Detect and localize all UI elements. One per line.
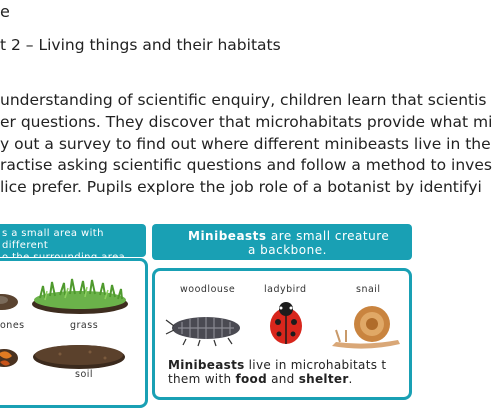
grass-patch-icon <box>32 279 128 314</box>
summary-text: and <box>266 372 299 386</box>
woodlouse-label: woodlouse <box>180 284 236 295</box>
summary-text: them with <box>168 372 236 386</box>
intro-line: y out a survey to find out where different minibeasts live in the <box>0 134 491 153</box>
minibeasts-definition-banner <box>152 224 412 260</box>
minibeasts-summary <box>168 358 386 386</box>
shelter-term: shelter <box>298 372 349 386</box>
woodlouse-icon <box>166 317 240 346</box>
banner-line: a backbone. <box>248 243 327 257</box>
intro-line: understanding of scientific enquiry, children learn that scientis <box>0 91 487 109</box>
soil-label: soil <box>75 369 94 380</box>
banner-line: s a small area with different <box>2 228 104 251</box>
snail-label: snail <box>356 284 381 295</box>
intro-line: er questions. They discover that microhabitats provide what mi <box>0 112 492 131</box>
unit-title: t 2 – Living things and their habitats <box>0 36 281 54</box>
leaf-litter-patch-icon <box>0 349 18 367</box>
minibeasts-term: Minibeasts <box>188 229 267 243</box>
intro-paragraph <box>0 90 492 199</box>
snail-icon <box>332 306 400 349</box>
summary-text: live in microhabitats t <box>244 358 387 372</box>
minibeasts-term: Minibeasts <box>168 358 245 372</box>
microhabitat-illustrations <box>0 280 148 398</box>
summary-text: . <box>348 372 353 386</box>
ladybird-label: ladybird <box>264 284 307 295</box>
minibeast-illustrations <box>160 296 400 356</box>
banner-text: are small creature <box>266 229 390 243</box>
page-heading-fragment: e <box>0 2 10 21</box>
intro-line: lice prefer. Pupils explore the job role of a botanist by identifyi <box>0 178 482 197</box>
microhabitat-definition-banner <box>0 224 146 257</box>
grass-label: grass <box>70 320 99 331</box>
food-term: food <box>235 372 267 386</box>
soil-patch-icon <box>33 345 125 369</box>
ladybird-icon <box>270 302 302 344</box>
intro-line: ractise asking scientific questions and follow a method to inves <box>0 156 492 175</box>
stones-label: ones <box>0 320 25 331</box>
stones-patch-icon <box>0 294 18 310</box>
